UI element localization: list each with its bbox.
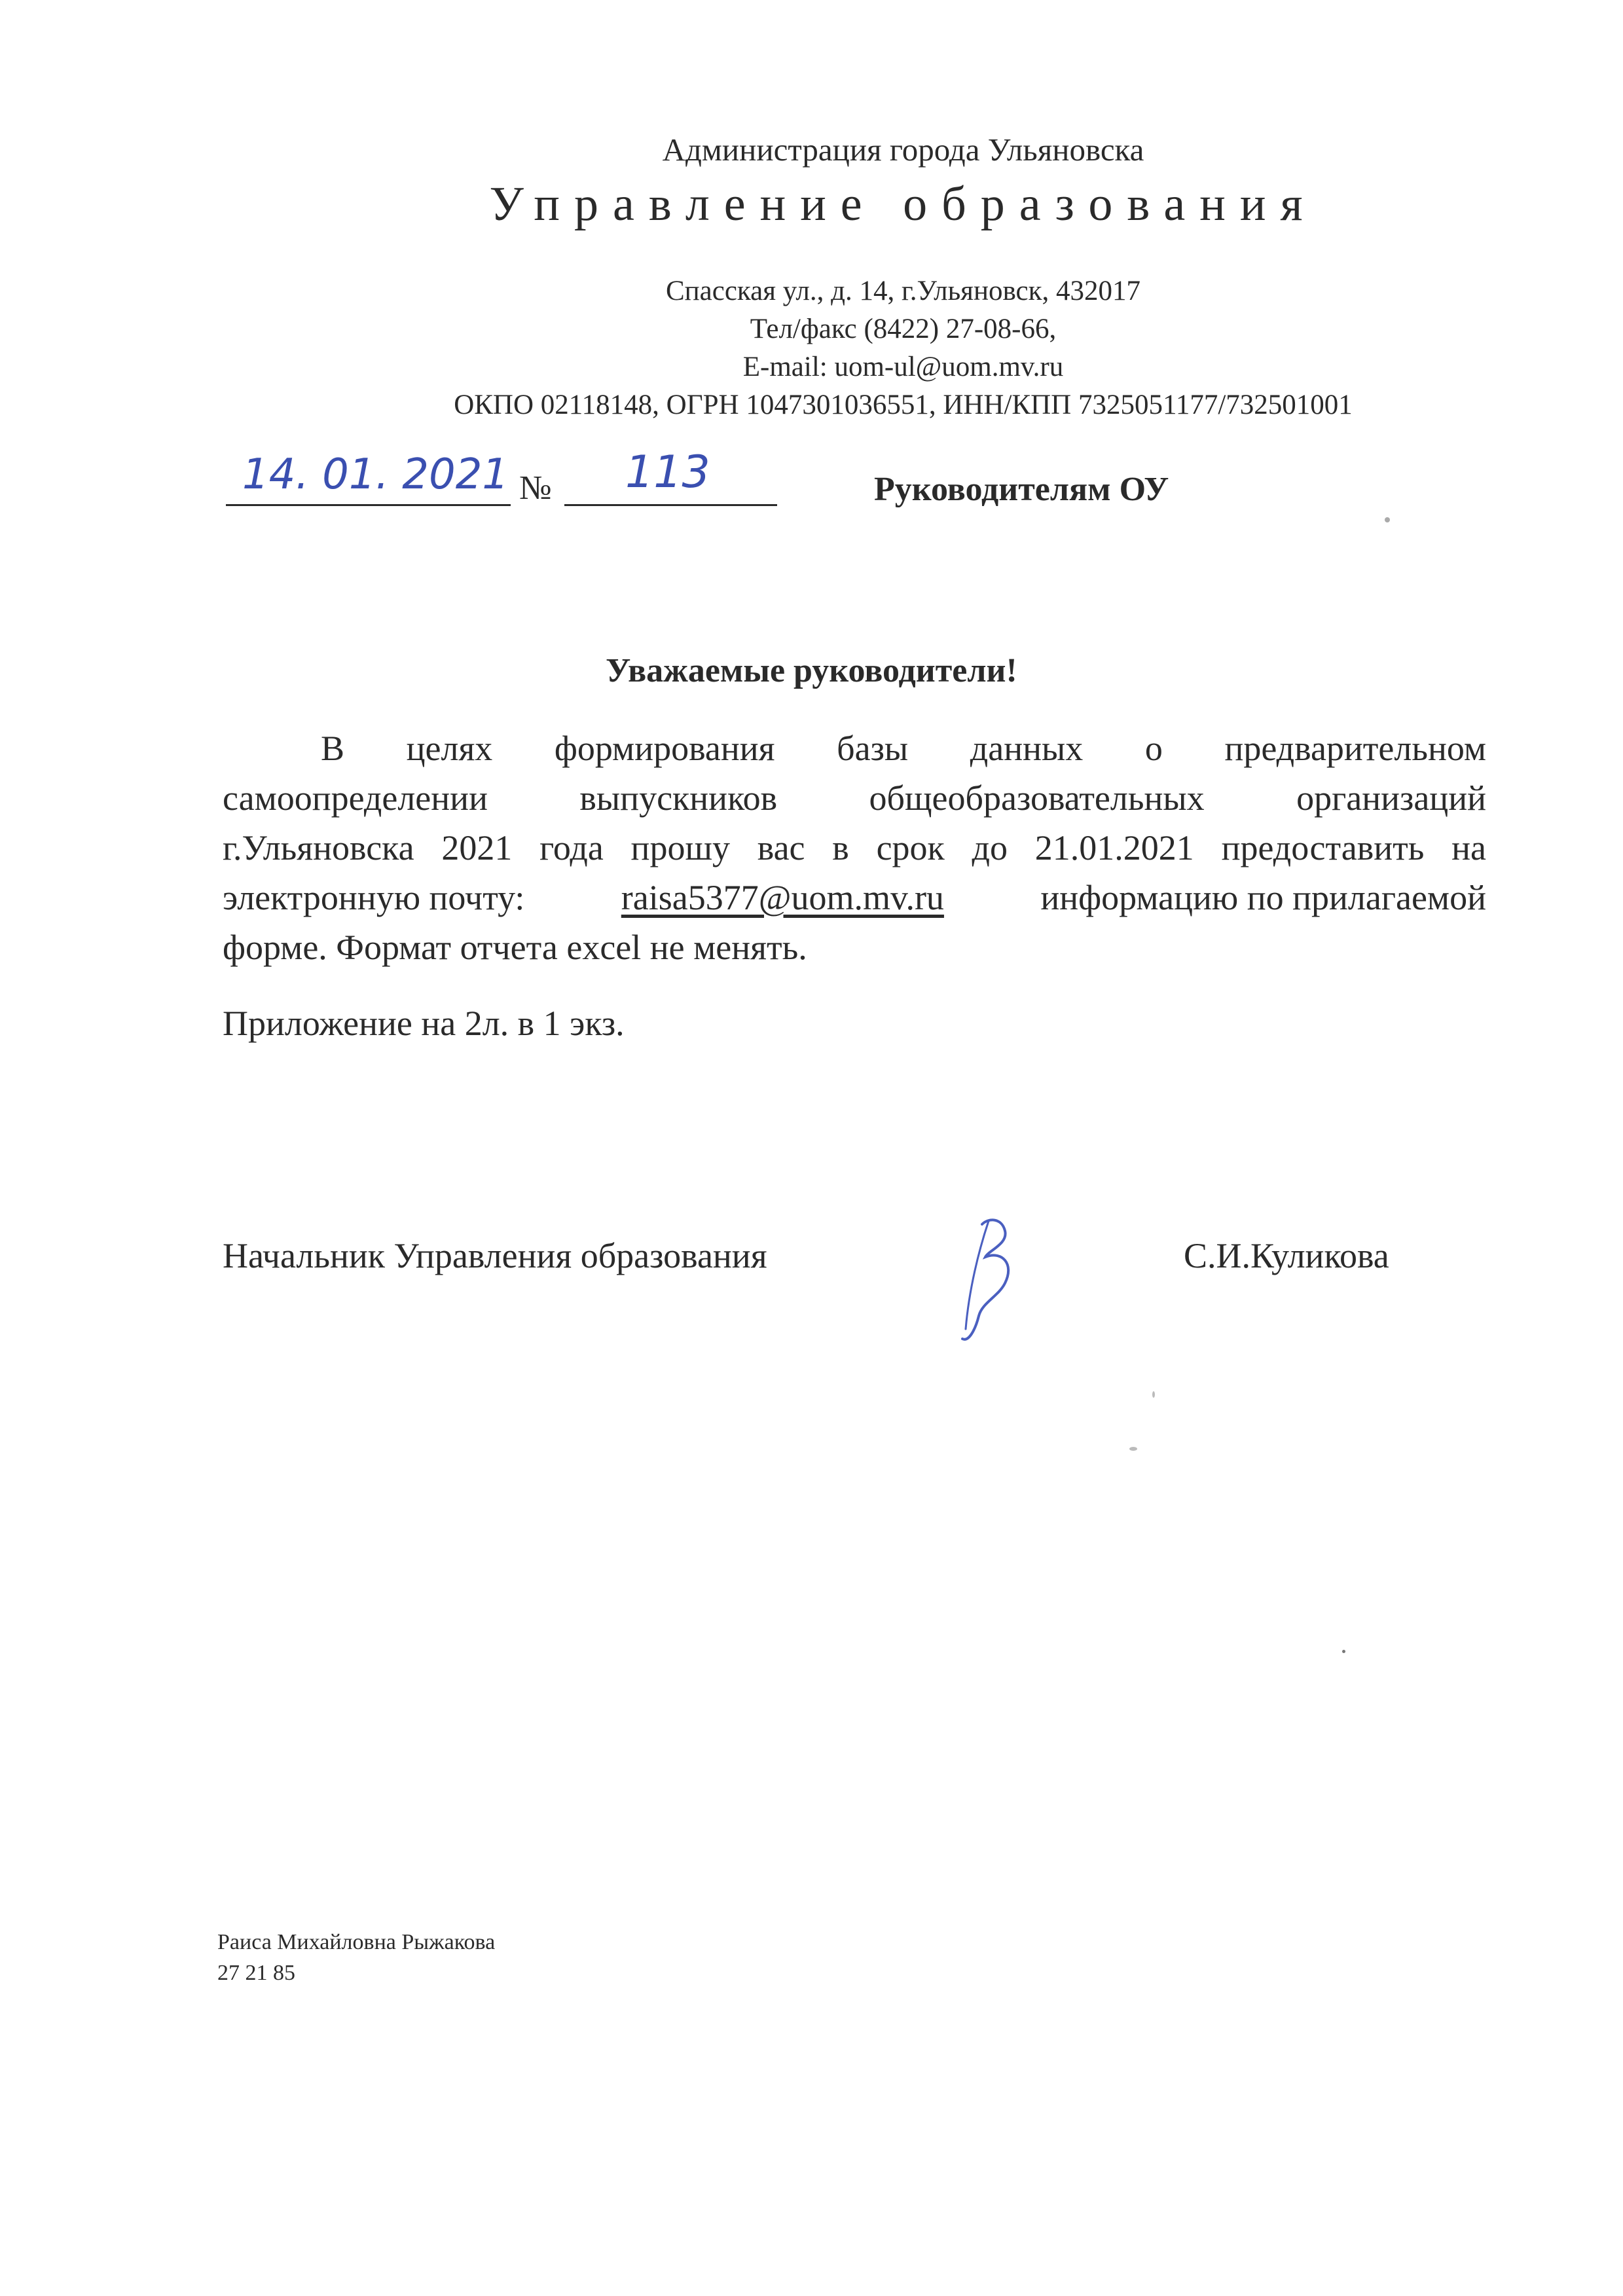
executor-name: Раиса Михайловна Рыжакова — [217, 1930, 496, 1954]
attachment-note: Приложение на 2л. в 1 экз. — [223, 1004, 625, 1043]
number-sign: № — [519, 469, 552, 507]
handwritten-date: 14. 01. 2021 — [242, 450, 509, 499]
handwritten-number: 113 — [625, 446, 710, 498]
signatory-position: Начальник Управления образования — [223, 1236, 767, 1275]
department-title: Управление образования — [489, 177, 1317, 231]
recipient: Руководителям ОУ — [874, 471, 1169, 508]
body-paragraph — [223, 723, 1486, 972]
body-text-segment: электронную почту: — [223, 878, 525, 917]
scan-speck — [1385, 517, 1390, 522]
body-line: В целях формирования базы данных о предварительном — [321, 729, 1486, 768]
phone-line: Тел/факс (8422) 27-08-66, — [750, 314, 1057, 344]
body-line — [223, 873, 1486, 922]
body-line: форме. Формат отчета excel не менять. — [223, 928, 807, 967]
salutation: Уважаемые руководители! — [606, 652, 1017, 689]
administration-title: Администрация города Ульяновска — [662, 132, 1144, 168]
handwritten-signature — [943, 1211, 1034, 1349]
body-line: самоопределении выпускников общеобразовательных организаций — [223, 778, 1486, 818]
scan-speck — [1129, 1447, 1137, 1451]
address-line: Спасская ул., д. 14, г.Ульяновск, 432017 — [665, 276, 1141, 306]
number-underline — [564, 504, 777, 506]
date-underline — [226, 504, 511, 506]
body-text-segment: информацию по прилагаемой — [1040, 878, 1486, 917]
registry-codes-line: ОКПО 02118148, ОГРН 1047301036551, ИНН/КПП 7325051177/732501001 — [454, 390, 1353, 420]
body-line: г.Ульяновска 2021 года прошу вас в срок до 21.01.2021 предоставить на — [223, 828, 1486, 867]
email-link[interactable]: raisa5377@uom.mv.ru — [621, 878, 944, 917]
scan-speck — [1342, 1650, 1345, 1653]
executor-phone: 27 21 85 — [217, 1961, 295, 1985]
scan-speck — [1152, 1391, 1155, 1398]
email-line: E-mail: uom-ul@uom.mv.ru — [742, 352, 1064, 382]
signatory-name: С.И.Куликова — [1184, 1236, 1389, 1275]
